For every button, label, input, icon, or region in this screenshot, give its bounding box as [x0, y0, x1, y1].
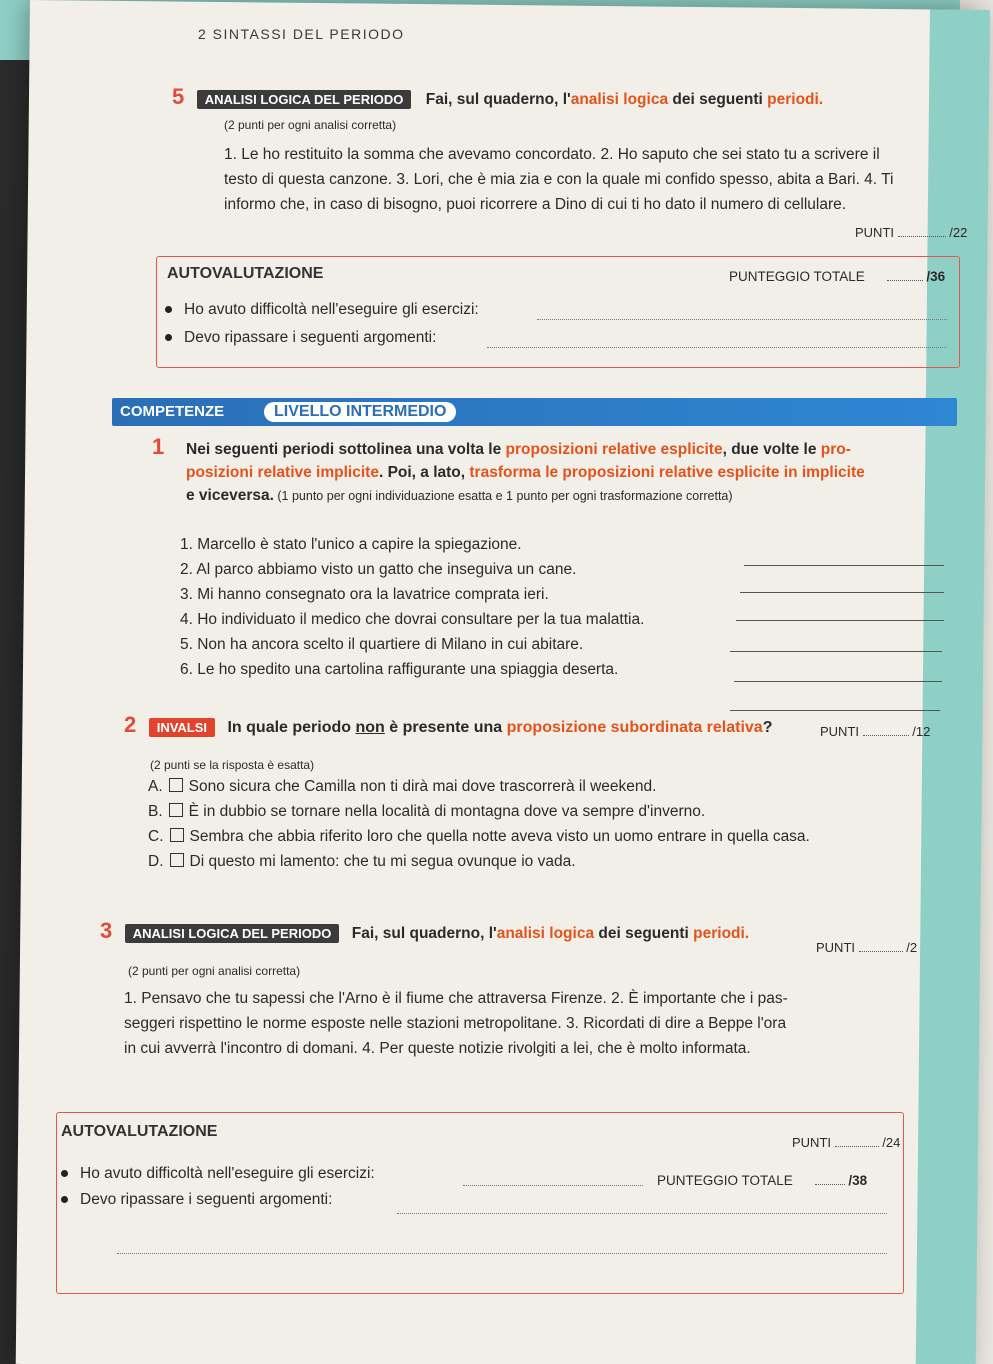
- question: In quale periodo non è presente una proposizione subordinata relativa?: [227, 719, 773, 736]
- exercise-tag: ANALISI LOGICA DEL PERIODO: [197, 90, 412, 109]
- exercise-1-number: 1: [152, 434, 165, 459]
- bullet-icon: [165, 334, 172, 341]
- checkbox-icon[interactable]: [170, 853, 184, 867]
- sentence-item: 6. Le ho spedito una cartolina raffigurante una spiaggia deserta.: [180, 661, 619, 678]
- text-line: 1. Pensavo che tu sapessi che l'Arno è il fiume che attraversa Firenze. 2. È importante che i pas-: [124, 990, 788, 1007]
- score-max: /22: [949, 225, 968, 240]
- exercise-1-items: [180, 532, 740, 682]
- self-evaluation-title: AUTOVALUTAZIONE: [61, 1123, 218, 1140]
- self-item: Devo ripassare i seguenti argomenti:: [61, 1187, 332, 1212]
- bullet-icon: [61, 1196, 68, 1203]
- options-list: [148, 774, 938, 874]
- level-label: LIVELLO INTERMEDIO: [264, 402, 456, 422]
- text-line: seggeri rispettino le norme esposte nelle stazioni metropolitane. 3. Ricordati di dire a Beppe l'ora: [124, 1015, 787, 1032]
- exercise-5-text: [224, 142, 964, 217]
- score-label: PUNTI: [820, 724, 859, 739]
- exercise-1-instruction: [186, 438, 958, 508]
- self-item: Devo ripassare i seguenti argomenti:: [165, 325, 436, 350]
- points-note: (2 punti per ogni analisi corretta): [128, 964, 301, 978]
- total-score-field: [657, 1173, 867, 1188]
- bullet-icon: [61, 1170, 68, 1177]
- invalsi-tag: INVALSI: [149, 718, 215, 737]
- exercise-number: 3: [100, 918, 113, 943]
- answer-line[interactable]: [740, 592, 944, 593]
- total-score-field: [729, 269, 945, 284]
- answer-line[interactable]: [734, 681, 942, 682]
- score-field: [855, 225, 967, 240]
- text-line: 1. Le ho restituito la somma che avevamo concordato. 2. Ho saputo che sei stato tu a scrivere il: [224, 146, 880, 163]
- self-evaluation-box: [56, 1112, 904, 1294]
- answer-line[interactable]: [117, 1253, 887, 1254]
- total-blank[interactable]: [887, 280, 923, 281]
- score-max: /2: [906, 940, 918, 955]
- competenze-bar: [112, 398, 957, 426]
- self-evaluation-title: AUTOVALUTAZIONE: [167, 265, 324, 282]
- total-blank[interactable]: [815, 1184, 845, 1185]
- score-max: /12: [912, 724, 931, 739]
- answer-line[interactable]: [487, 347, 947, 348]
- exercise-3-header: [100, 918, 749, 944]
- score-field: [816, 940, 917, 955]
- exercise-instruction: Fai, sul quaderno, l'analisi logica dei seguenti periodi.: [425, 91, 824, 108]
- option-b[interactable]: B. È in dubbio se tornare nella località di montagna dove va sempre d'inverno.: [148, 803, 706, 820]
- score-field: [792, 1135, 900, 1150]
- score-max: /24: [882, 1135, 901, 1150]
- instruction-line: Nei seguenti periodi sottolinea una volta le proposizioni relative esplicite, due volte le pro-: [186, 441, 851, 458]
- answer-line[interactable]: [736, 620, 944, 621]
- sentence-item: 1. Marcello è stato l'unico a capire la spiegazione.: [180, 536, 522, 553]
- exercise-3-text: [124, 986, 954, 1061]
- exercise-2-header: [124, 712, 772, 738]
- exercise-tag: ANALISI LOGICA DEL PERIODO: [125, 924, 340, 943]
- self-item: Ho avuto difficoltà nell'eseguire gli esercizi:: [165, 297, 479, 322]
- running-head: 2 SINTASSI DEL PERIODO: [198, 26, 405, 42]
- score-blank[interactable]: [835, 1146, 879, 1147]
- exercise-5-header: [172, 84, 823, 110]
- answer-line[interactable]: [744, 565, 944, 566]
- sentence-item: 3. Mi hanno consegnato ora la lavatrice comprata ieri.: [180, 586, 549, 603]
- checkbox-icon[interactable]: [169, 778, 183, 792]
- score-label: PUNTI: [855, 225, 894, 240]
- total-max: /36: [926, 269, 946, 284]
- exercise-number: 5: [172, 84, 185, 109]
- option-d[interactable]: D. Di questo mi lamento: che tu mi segua ovunque io vada.: [148, 853, 576, 870]
- answer-line[interactable]: [537, 319, 947, 320]
- score-label: PUNTI: [792, 1135, 831, 1150]
- sentence-item: 4. Ho individuato il medico che dovrai consultare per la tua malattia.: [180, 611, 645, 628]
- sentence-item: 2. Al parco abbiamo visto un gatto che inseguiva un cane.: [180, 561, 577, 578]
- text-line: testo di questa canzone. 3. Lori, che è mia zia e con la quale mi confido spesso, abita a Bari. 4. Ti: [224, 171, 894, 188]
- answer-line[interactable]: [730, 710, 940, 711]
- exercise-number: 2: [124, 712, 137, 737]
- self-item: Ho avuto difficoltà nell'eseguire gli esercizi:: [61, 1161, 375, 1186]
- score-blank[interactable]: [859, 951, 903, 952]
- self-evaluation-box: [156, 256, 960, 368]
- answer-line[interactable]: [397, 1213, 887, 1214]
- checkbox-icon[interactable]: [169, 803, 183, 817]
- score-blank[interactable]: [863, 735, 909, 736]
- score-field: [820, 724, 930, 739]
- checkbox-icon[interactable]: [170, 828, 184, 842]
- sentence-item: 5. Non ha ancora scelto il quartiere di Milano in cui abitare.: [180, 636, 584, 653]
- option-a[interactable]: A. Sono sicura che Camilla non ti dirà mai dove trascorrerà il weekend.: [148, 778, 657, 795]
- answer-line[interactable]: [463, 1185, 643, 1186]
- score-blank[interactable]: [898, 236, 946, 237]
- bullet-icon: [165, 306, 172, 313]
- text-line: informo che, in caso di bisogno, puoi ricorrere a Dino di cui ti ho dato il numero di cellulare.: [224, 196, 847, 213]
- points-note: (2 punti se la risposta è esatta): [150, 758, 315, 772]
- competenze-label: COMPETENZE: [120, 403, 225, 420]
- answer-line[interactable]: [730, 651, 942, 652]
- exercise-instruction: Fai, sul quaderno, l'analisi logica dei seguenti periodi.: [351, 925, 750, 942]
- option-c[interactable]: C. Sembra che abbia riferito loro che quella notte aveva visto un uomo entrare in quella casa.: [148, 828, 810, 845]
- total-label: PUNTEGGIO TOTALE: [729, 269, 865, 284]
- score-label: PUNTI: [816, 940, 855, 955]
- total-max: /38: [848, 1173, 868, 1188]
- instruction-line: e viceversa. (1 punto per ogni individuazione esatta e 1 punto per ogni trasformazione corretta): [186, 487, 733, 504]
- total-label: PUNTEGGIO TOTALE: [657, 1173, 793, 1188]
- instruction-line: posizioni relative implicite. Poi, a lato, trasforma le proposizioni relative esplicite in implicite: [186, 464, 865, 481]
- text-line: in cui avverrà l'incontro di domani. 4. Per queste notizie rivolgiti a lei, che è molto informata.: [124, 1040, 751, 1057]
- points-note: (2 punti per ogni analisi corretta): [224, 118, 397, 132]
